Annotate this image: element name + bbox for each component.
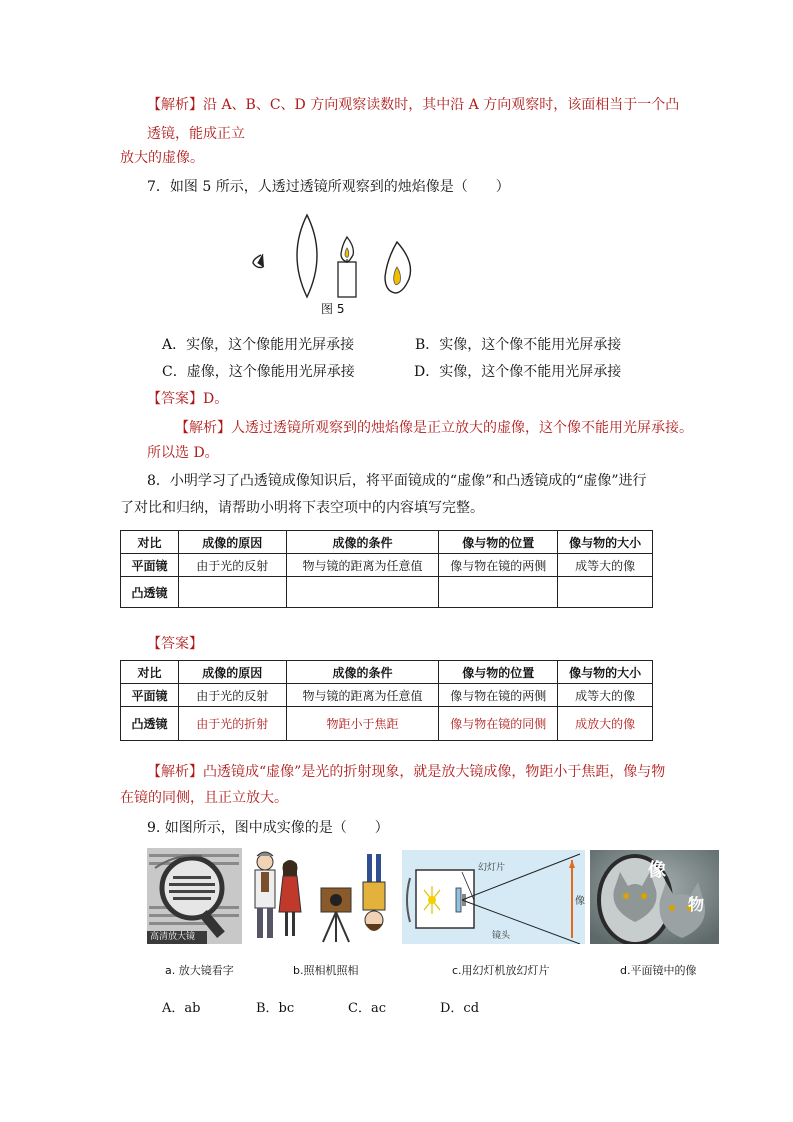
image-a-magnifier	[147, 848, 242, 944]
image-c-image-label: 像	[575, 896, 585, 907]
image-c-slide-label: 幻灯片	[478, 863, 506, 873]
table-row	[121, 577, 653, 608]
q8-question-table	[120, 530, 653, 608]
table-header: 对比	[121, 661, 179, 684]
q9-choice-d: D．cd	[440, 1001, 480, 1016]
q8-analysis-line1: 【解析】凸透镜成“虚像”是光的折射现象，就是放大镜成像，物距小于焦距，像与物	[147, 764, 666, 780]
figure-5-lens-candle	[245, 207, 420, 302]
table-header: 成像的原因	[178, 661, 286, 684]
table-row	[121, 554, 653, 577]
enlarged-flame	[385, 242, 411, 293]
q7-option-b: B．实像，这个像不能用光屏承接	[415, 337, 622, 353]
table-cell: 成等大的像	[558, 684, 653, 707]
q7-analysis-line1: 【解析】人透过透镜所观察到的烛焰像是正立放大的虚像，这个像不能用光屏承接。	[175, 420, 693, 436]
q6-analysis-line1	[147, 95, 679, 115]
image-d-object-label: 物	[688, 895, 705, 914]
candle	[338, 237, 356, 297]
table-cell: 像与物在镜的两侧	[439, 684, 558, 707]
table-header-row	[121, 531, 653, 554]
table-header-row	[121, 661, 653, 684]
q8-analysis-line2: 在镜的同侧，且正立放大。	[120, 790, 288, 806]
table-cell: 由于光的折射	[178, 707, 286, 741]
table-cell: 物距小于焦距	[286, 707, 439, 741]
q9-stem: 9. 如图所示，图中成实像的是（ ）	[147, 820, 389, 836]
q6-analysis-line3: 放大的虚像。	[120, 150, 204, 166]
table-row	[121, 707, 653, 741]
caption-d: d.平面镜中的像	[620, 964, 697, 977]
q8-stem-line2: 了对比和归纳，请帮助小明将下表空项中的内容填写完整。	[120, 500, 484, 516]
table-cell: 物与镜的距离为任意值	[286, 554, 439, 577]
table-header: 像与物的位置	[439, 661, 558, 684]
image-d-image-label: 像	[648, 860, 666, 881]
blank-cell	[558, 577, 653, 608]
q8-answer-tag: 【答案】	[147, 636, 203, 652]
table-cell: 成放大的像	[558, 707, 653, 741]
analysis-text: 沿 A、B、C、D 方向观察读数时，其中沿 A 方向观察时，该面相当于一个凸	[203, 97, 680, 113]
image-c-projector	[402, 850, 585, 944]
convex-lens	[297, 215, 317, 297]
image-b-camera	[245, 848, 395, 944]
q8-answer-table	[120, 660, 653, 741]
table-cell: 像与物在镜的同侧	[439, 707, 558, 741]
table-cell: 平面镜	[121, 684, 179, 707]
table-cell: 平面镜	[121, 554, 179, 577]
q9-choice-a: A．ab	[162, 1001, 201, 1016]
table-cell: 凸透镜	[121, 577, 179, 608]
table-header: 像与物的大小	[558, 531, 653, 554]
caption-c: c.用幻灯机放幻灯片	[452, 964, 550, 977]
table-header: 对比	[121, 531, 179, 554]
table-row	[121, 684, 653, 707]
table-header: 成像的原因	[178, 531, 286, 554]
image-a-banner-text: 高清放大镜	[150, 932, 196, 942]
analysis-tag: 【解析】	[147, 97, 203, 113]
table-header: 像与物的大小	[558, 661, 653, 684]
q7-option-a: A．实像，这个像能用光屏承接	[162, 337, 355, 353]
caption-b: b.照相机照相	[293, 964, 359, 977]
q7-stem: 7．如图 5 所示，人透过透镜所观察到的烛焰像是（ ）	[147, 179, 510, 195]
q8-stem-line1: 8．小明学习了凸透镜成像知识后，将平面镜成的“虚像”和凸透镜成的“虚像”进行	[147, 473, 647, 489]
table-header: 像与物的位置	[439, 531, 558, 554]
q7-analysis-line2: 所以选 D。	[147, 445, 219, 461]
q7-answer: 【答案】D。	[147, 391, 229, 407]
eye-icon	[253, 254, 264, 268]
table-cell: 由于光的反射	[178, 554, 286, 577]
table-cell: 像与物在镜的两侧	[439, 554, 558, 577]
table-header: 成像的条件	[286, 531, 439, 554]
table-cell: 由于光的反射	[178, 684, 286, 707]
caption-a: a. 放大镜看字	[165, 964, 234, 977]
table-cell: 成等大的像	[558, 554, 653, 577]
table-cell: 凸透镜	[121, 707, 179, 741]
image-d-mirror-cat	[590, 850, 719, 944]
q7-option-d: D．实像，这个像不能用光屏承接	[414, 364, 622, 380]
blank-cell	[178, 577, 286, 608]
blank-cell	[439, 577, 558, 608]
image-c-lens-label: 镜头	[492, 931, 511, 941]
q9-choice-b: B．bc	[256, 1001, 295, 1016]
q7-option-c: C．虚像，这个像能用光屏承接	[162, 364, 355, 380]
q9-choice-c: C．ac	[348, 1001, 386, 1016]
blank-cell	[286, 577, 439, 608]
q6-analysis-line2: 透镜，能成正立	[147, 126, 245, 142]
table-cell: 物与镜的距离为任意值	[286, 684, 439, 707]
figure-5-label: 图 5	[321, 302, 345, 316]
table-header: 成像的条件	[286, 661, 439, 684]
